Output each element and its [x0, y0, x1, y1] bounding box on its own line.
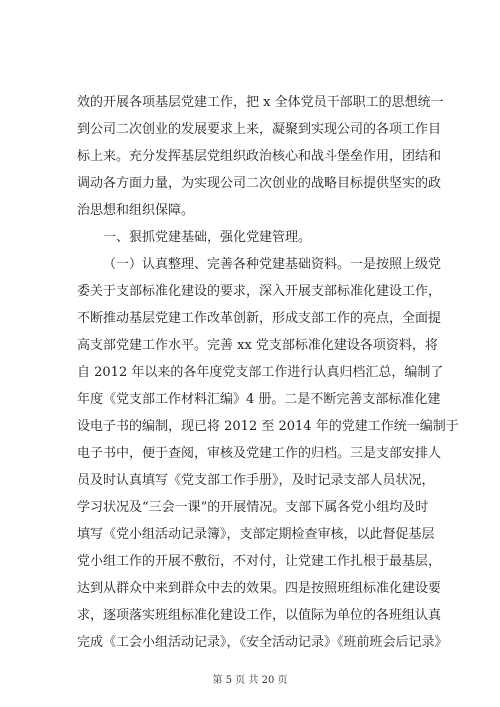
body-line: 不断推动基层党建工作改革创新，形成支部工作的亮点，全面提	[77, 311, 442, 326]
body-line: 电子书中，便于查阅，审核及党建工作的归档。三是支部安排人	[77, 446, 442, 461]
body-line: 标上来。充分发挥基层党组织政治核心和战斗堡垒作用，团结和	[77, 149, 442, 164]
body-line: 自 2012 年以来的各年度党支部工作进行认真归档汇总，编制了	[77, 365, 444, 380]
body-line: 员及时认真填写《党支部工作手册》，及时记录支部人员状况，	[77, 473, 435, 488]
body-line: 调动各方面力量，为实现公司二次创业的战略目标提供坚实的政	[77, 176, 442, 191]
body-line: 设电子书的编制，现已将 2012 至 2014 年的党建工作统一编制于	[77, 419, 459, 434]
body-line: 党小组工作的开展不敷衍，不对付，让党建工作扎根于最基层，	[77, 554, 442, 569]
body-line: 填写《党小组活动记录簿》，支部定期检查审核，以此督促基层	[77, 527, 435, 542]
body-line: 求，逐项落实班组标准化建设工作，以值际为单位的各班组认真	[77, 608, 442, 623]
body-line: 年度《党支部工作材料汇编》4 册。二是不断完善支部标准化建	[77, 392, 441, 407]
body-line: 完成《工会小组活动记录》，《安全活动记录》《班前班会后记录》	[77, 635, 448, 650]
document-body	[77, 89, 459, 656]
page-footer: 第 5 页 共 20 页	[212, 675, 288, 686]
body-line: 高支部党建工作水平。完善 xx 党支部标准化建设各项资料，将	[77, 338, 438, 353]
body-line: 效的开展各项基层党建工作，把 x 全体党员干部职工的思想统一	[77, 95, 444, 110]
body-line: 委关于支部标准化建设的要求，深入开展支部标准化建设工作，	[77, 284, 442, 299]
body-line: （一）认真整理、完善各种党建基础资料。一是按照上级党	[103, 257, 442, 272]
body-line: 达到从群众中来到群众中去的效果。四是按照班组标准化建设要	[77, 581, 442, 596]
body-line: 治思想和组织保障。	[77, 203, 195, 218]
body-line: 学习状况及“三会一课”的开展情况。支部下属各党小组均及时	[77, 500, 429, 515]
body-line: 到公司二次创业的发展要求上来，凝聚到实现公司的各项工作目	[77, 122, 442, 137]
section-heading: 一、狠抓党建基础，强化党建管理。	[103, 230, 312, 245]
